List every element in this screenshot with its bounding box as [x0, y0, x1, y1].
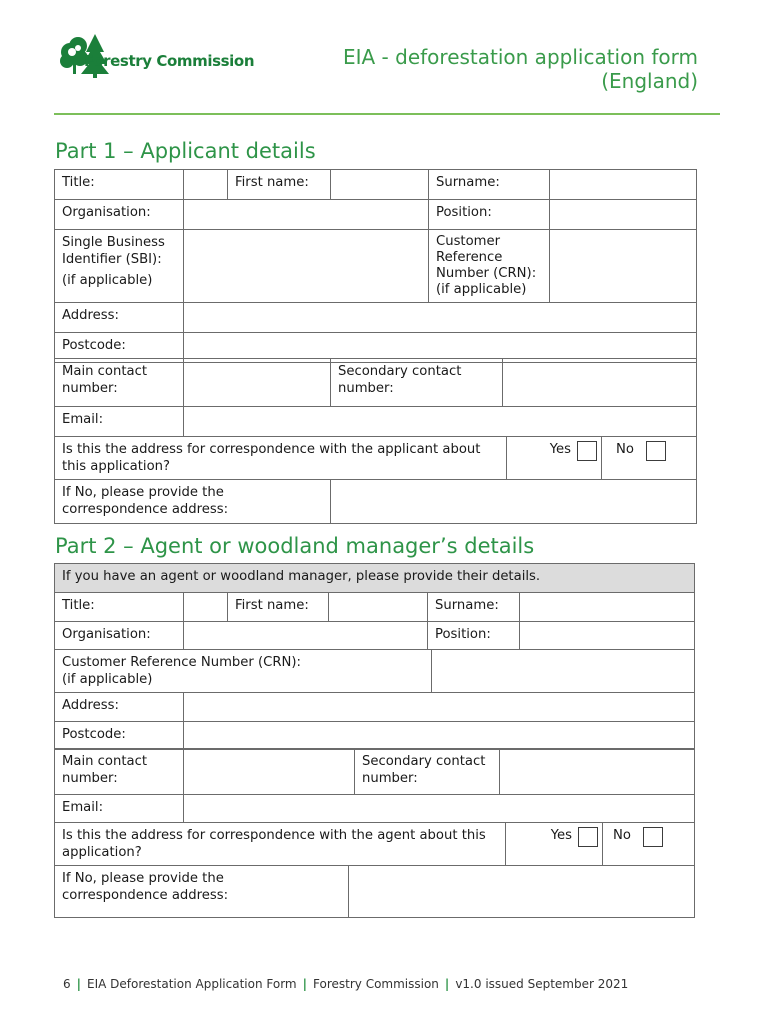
agent-address-input[interactable] [184, 693, 695, 722]
crn-label-line4: (if applicable) [436, 282, 527, 297]
agent-no-option [603, 823, 695, 866]
agent-correspondence-address-input[interactable] [349, 866, 695, 918]
first-name-input[interactable] [331, 170, 429, 200]
part2-contact-table [54, 748, 695, 823]
surname-input[interactable] [550, 170, 697, 200]
agent-no-label: No [613, 828, 631, 843]
agent-secondary-contact-input[interactable] [500, 749, 695, 795]
main-contact-label [55, 359, 184, 407]
agent-postcode-label: Postcode: [55, 722, 184, 750]
agent-main-contact-label [55, 749, 184, 795]
no-option [602, 437, 697, 480]
agent-position-label: Position: [428, 622, 520, 650]
part2-detail-table [54, 649, 695, 750]
part1-heading: Part 1 – Applicant details [55, 139, 316, 163]
correspondence-address-input[interactable] [331, 480, 697, 524]
footer-doc-name: EIA Deforestation Application Form [87, 977, 297, 991]
crn-label-line1: Customer [436, 234, 501, 249]
crn-label [429, 230, 550, 303]
agent-main-contact-label-line1: Main contact [62, 754, 148, 769]
secondary-contact-label [331, 359, 503, 407]
agent-title-label: Title: [55, 593, 184, 622]
crn-label-line2: Reference [436, 250, 503, 265]
part2-heading: Part 2 – Agent or woodland manager’s details [55, 534, 535, 558]
organisation-input[interactable] [184, 200, 429, 230]
agent-main-contact-label-line2: number: [62, 771, 118, 786]
agent-if-no-label [55, 866, 349, 918]
agent-title-input[interactable] [184, 593, 228, 622]
agent-surname-label: Surname: [428, 593, 520, 622]
agent-yes-checkbox[interactable] [578, 827, 598, 847]
if-no-label [55, 480, 331, 524]
part2-table [54, 563, 695, 650]
yes-checkbox[interactable] [577, 441, 597, 461]
postcode-label: Postcode: [55, 333, 184, 363]
part1-correspondence-table [54, 436, 697, 524]
crn-input[interactable] [550, 230, 697, 303]
agent-if-no-label-line1: If No, please provide the [62, 871, 224, 886]
title-input[interactable] [184, 170, 228, 200]
address-label: Address: [55, 303, 184, 333]
agent-if-no-label-line2: correspondence address: [62, 888, 229, 903]
agent-no-checkbox[interactable] [643, 827, 663, 847]
email-input[interactable] [184, 407, 697, 437]
sbi-label-line2: Identifier (SBI): [62, 252, 162, 267]
title-label: Title: [55, 170, 184, 200]
part1-contact-table [54, 358, 697, 437]
secondary-contact-label-line2: number: [338, 381, 394, 396]
agent-crn-label-line2: (if applicable) [62, 672, 153, 687]
page-footer [63, 977, 628, 991]
no-checkbox[interactable] [646, 441, 666, 461]
agent-secondary-contact-label-line1: Secondary contact [362, 754, 486, 769]
agent-main-contact-input[interactable] [184, 749, 355, 795]
document-title-line2: (England) [601, 69, 698, 93]
email-label: Email: [55, 407, 184, 437]
agent-address-label: Address: [55, 693, 184, 722]
agent-yes-label: Yes [550, 828, 572, 843]
footer-separator: | [302, 977, 308, 991]
document-title-line1: EIA - deforestation application form [342, 45, 698, 69]
part1-table [54, 169, 697, 363]
main-contact-label-line2: number: [62, 381, 118, 396]
agent-first-name-label: First name: [228, 593, 329, 622]
sbi-label [55, 230, 184, 303]
main-contact-input[interactable] [184, 359, 331, 407]
agent-correspondence-question: Is this the address for correspondence with the agent about this application? [55, 823, 506, 866]
yes-option [507, 437, 602, 480]
agent-position-input[interactable] [520, 622, 695, 650]
agent-organisation-label: Organisation: [55, 622, 184, 650]
footer-separator: | [444, 977, 450, 991]
no-label: No [616, 442, 634, 457]
if-no-label-line2: correspondence address: [62, 502, 229, 517]
surname-label: Surname: [429, 170, 550, 200]
footer-version: v1.0 issued September 2021 [455, 977, 629, 991]
agent-secondary-contact-label [355, 749, 500, 795]
footer-separator: | [76, 977, 82, 991]
document-title [343, 45, 698, 93]
main-contact-label-line1: Main contact [62, 364, 148, 379]
logo-text: Forestry Commission [84, 52, 255, 70]
agent-crn-input[interactable] [432, 650, 695, 693]
footer-org: Forestry Commission [313, 977, 439, 991]
agent-yes-option [506, 823, 603, 866]
agent-email-label: Email: [55, 795, 184, 823]
agent-postcode-input[interactable] [184, 722, 695, 750]
sbi-label-line3: (if applicable) [62, 273, 153, 288]
address-input[interactable] [184, 303, 697, 333]
agent-secondary-contact-label-line2: number: [362, 771, 418, 786]
correspondence-question: Is this the address for correspondence with the applicant about this application? [55, 437, 507, 480]
secondary-contact-label-line1: Secondary contact [338, 364, 462, 379]
if-no-label-line1: If No, please provide the [62, 485, 224, 500]
secondary-contact-input[interactable] [503, 359, 697, 407]
agent-crn-label [55, 650, 432, 693]
agent-crn-label-line1: Customer Reference Number (CRN): [62, 655, 301, 670]
agent-email-input[interactable] [184, 795, 695, 823]
crn-label-line3: Number (CRN): [436, 266, 537, 281]
position-input[interactable] [550, 200, 697, 230]
yes-label: Yes [549, 442, 572, 457]
agent-intro: If you have an agent or woodland manager, please provide their details. [55, 564, 695, 593]
agent-surname-input[interactable] [520, 593, 695, 622]
agent-organisation-input[interactable] [184, 622, 428, 650]
position-label: Position: [429, 200, 550, 230]
organisation-label: Organisation: [55, 200, 184, 230]
sbi-label-line1: Single Business [62, 235, 165, 250]
part2-correspondence-table [54, 822, 695, 918]
agent-first-name-input[interactable] [329, 593, 428, 622]
header-divider [54, 113, 720, 115]
first-name-label: First name: [228, 170, 331, 200]
sbi-input[interactable] [184, 230, 429, 303]
page-number: 6 [63, 977, 71, 991]
